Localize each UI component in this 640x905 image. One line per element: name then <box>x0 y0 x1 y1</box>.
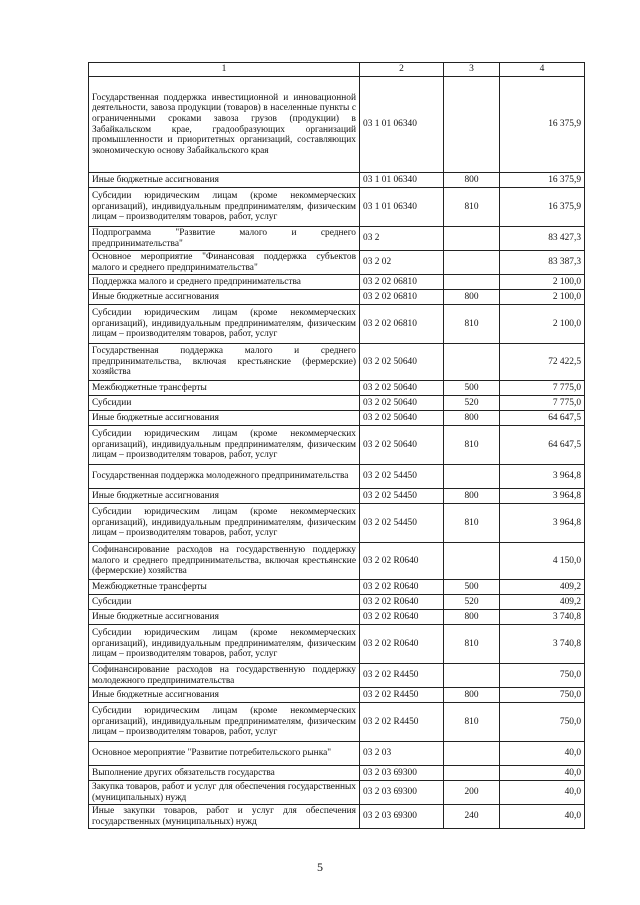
row-expense-type: 810 <box>444 703 500 742</box>
row-name: Иные бюджетные ассигнования <box>89 173 360 188</box>
header-col-4: 4 <box>500 63 585 77</box>
row-expense-type: 810 <box>444 426 500 465</box>
row-amount: 7 775,0 <box>500 381 585 396</box>
row-name: Иные бюджетные ассигнования <box>89 411 360 426</box>
row-expense-type <box>444 664 500 688</box>
row-expense-type: 810 <box>444 504 500 543</box>
row-name: Субсидии юридическим лицам (кроме некоммерческих организаций), индивидуальным предпринимателям, физическим лицам – производителям товаров, работ, услуг <box>89 504 360 543</box>
table-row <box>89 688 585 703</box>
row-amount: 409,2 <box>500 595 585 610</box>
row-name: Субсидии <box>89 595 360 610</box>
row-name: Субсидии <box>89 396 360 411</box>
row-expense-type: 810 <box>444 305 500 344</box>
row-expense-type <box>444 465 500 489</box>
row-amount: 72 422,5 <box>500 344 585 381</box>
row-expense-type: 800 <box>444 688 500 703</box>
row-amount: 3 964,8 <box>500 489 585 504</box>
table-row <box>89 766 585 781</box>
table-row <box>89 344 585 381</box>
row-name: Иные закупки товаров, работ и услуг для обеспечения государственных (муниципальных) нужд <box>89 805 360 829</box>
row-code: 03 2 02 06810 <box>360 290 444 305</box>
row-code: 03 2 02 R0640 <box>360 543 444 580</box>
row-expense-type: 800 <box>444 173 500 188</box>
table-header-row <box>89 63 585 77</box>
table-row <box>89 595 585 610</box>
row-amount: 3 964,8 <box>500 504 585 543</box>
row-code: 03 2 02 50640 <box>360 381 444 396</box>
row-expense-type: 810 <box>444 188 500 227</box>
row-code: 03 2 02 R4450 <box>360 664 444 688</box>
row-code: 03 1 01 06340 <box>360 77 444 173</box>
row-amount: 40,0 <box>500 805 585 829</box>
row-code: 03 2 02 R0640 <box>360 610 444 625</box>
row-code: 03 2 02 54450 <box>360 489 444 504</box>
table-row <box>89 664 585 688</box>
row-amount: 40,0 <box>500 781 585 805</box>
row-name: Иные бюджетные ассигнования <box>89 610 360 625</box>
table-row <box>89 305 585 344</box>
row-amount: 83 427,3 <box>500 227 585 251</box>
row-code: 03 2 03 69300 <box>360 805 444 829</box>
table-row <box>89 426 585 465</box>
table-row <box>89 580 585 595</box>
row-expense-type <box>444 344 500 381</box>
budget-table-body <box>89 63 585 829</box>
table-row <box>89 275 585 290</box>
row-amount: 16 375,9 <box>500 173 585 188</box>
row-expense-type: 520 <box>444 595 500 610</box>
budget-table <box>88 62 585 829</box>
row-code: 03 1 01 06340 <box>360 173 444 188</box>
row-name: Основное мероприятие "Финансовая поддержка субъектов малого и среднего предпринимательства" <box>89 251 360 275</box>
row-code: 03 2 02 R4450 <box>360 703 444 742</box>
row-amount: 7 775,0 <box>500 396 585 411</box>
table-row <box>89 251 585 275</box>
row-code: 03 2 03 69300 <box>360 781 444 805</box>
row-expense-type <box>444 251 500 275</box>
table-row <box>89 703 585 742</box>
table-row <box>89 188 585 227</box>
row-name: Государственная поддержка инвестиционной и инновационной деятельности, завоза продукции (товаров) в населенные пункты с ограниченными сроками завоза грузов (продукции) в Забайкальском крае, градообразующих организаций промышленности и приоритетных организаций, составляющих экономическую основу Забайкальского края <box>89 77 360 173</box>
row-code: 03 2 02 R4450 <box>360 688 444 703</box>
row-code: 03 2 02 R0640 <box>360 580 444 595</box>
row-code: 03 2 02 54450 <box>360 504 444 543</box>
row-expense-type <box>444 227 500 251</box>
row-amount: 3 740,8 <box>500 610 585 625</box>
row-expense-type: 500 <box>444 580 500 595</box>
row-expense-type <box>444 766 500 781</box>
row-name: Поддержка малого и среднего предпринимательства <box>89 275 360 290</box>
row-amount: 409,2 <box>500 580 585 595</box>
table-row <box>89 504 585 543</box>
row-amount: 2 100,0 <box>500 305 585 344</box>
table-row <box>89 781 585 805</box>
table-row <box>89 489 585 504</box>
table-row <box>89 411 585 426</box>
row-name: Субсидии юридическим лицам (кроме некоммерческих организаций), индивидуальным предпринимателям, физическим лицам – производителям товаров, работ, услуг <box>89 703 360 742</box>
row-code: 03 2 02 50640 <box>360 426 444 465</box>
row-amount: 2 100,0 <box>500 290 585 305</box>
row-amount: 750,0 <box>500 703 585 742</box>
row-expense-type: 800 <box>444 411 500 426</box>
row-expense-type: 240 <box>444 805 500 829</box>
row-code: 03 2 02 R0640 <box>360 595 444 610</box>
row-expense-type <box>444 742 500 766</box>
page-number: 5 <box>317 860 323 874</box>
table-row <box>89 396 585 411</box>
row-expense-type <box>444 275 500 290</box>
row-expense-type: 520 <box>444 396 500 411</box>
row-code: 03 2 02 06810 <box>360 275 444 290</box>
table-row <box>89 742 585 766</box>
row-name: Подпрограмма "Развитие малого и среднего предпринимательства" <box>89 227 360 251</box>
row-name: Закупка товаров, работ и услуг для обеспечения государственных (муниципальных) нужд <box>89 781 360 805</box>
row-amount: 750,0 <box>500 688 585 703</box>
table-row <box>89 805 585 829</box>
row-name: Субсидии юридическим лицам (кроме некоммерческих организаций), индивидуальным предпринимателям, физическим лицам – производителям товаров, работ, услуг <box>89 305 360 344</box>
row-code: 03 2 03 69300 <box>360 766 444 781</box>
row-amount: 16 375,9 <box>500 188 585 227</box>
row-name: Софинансирование расходов на государственную поддержку молодежного предпринимательства <box>89 664 360 688</box>
row-amount: 3 964,8 <box>500 465 585 489</box>
row-amount: 83 387,3 <box>500 251 585 275</box>
row-amount: 64 647,5 <box>500 411 585 426</box>
row-code: 03 2 02 06810 <box>360 305 444 344</box>
row-code: 03 2 <box>360 227 444 251</box>
row-amount: 750,0 <box>500 664 585 688</box>
row-code: 03 2 02 <box>360 251 444 275</box>
row-name: Иные бюджетные ассигнования <box>89 489 360 504</box>
row-code: 03 2 02 50640 <box>360 396 444 411</box>
row-amount: 40,0 <box>500 742 585 766</box>
table-row <box>89 227 585 251</box>
row-expense-type <box>444 543 500 580</box>
row-code: 03 1 01 06340 <box>360 188 444 227</box>
row-code: 03 2 02 54450 <box>360 465 444 489</box>
row-name: Субсидии юридическим лицам (кроме некоммерческих организаций), индивидуальным предпринимателям, физическим лицам – производителям товаров, работ, услуг <box>89 188 360 227</box>
row-expense-type: 800 <box>444 290 500 305</box>
row-expense-type: 800 <box>444 610 500 625</box>
row-amount: 2 100,0 <box>500 275 585 290</box>
row-name: Государственная поддержка молодежного предпринимательства <box>89 465 360 489</box>
row-expense-type: 200 <box>444 781 500 805</box>
row-code: 03 2 02 R0640 <box>360 625 444 664</box>
header-col-3: 3 <box>444 63 500 77</box>
row-code: 03 2 02 50640 <box>360 411 444 426</box>
header-col-1: 1 <box>89 63 360 77</box>
row-name: Субсидии юридическим лицам (кроме некоммерческих организаций), индивидуальным предпринимателям, физическим лицам – производителям товаров, работ, услуг <box>89 625 360 664</box>
table-row <box>89 173 585 188</box>
row-name: Межбюджетные трансферты <box>89 580 360 595</box>
table-row <box>89 543 585 580</box>
table-row <box>89 465 585 489</box>
row-name: Государственная поддержка малого и среднего предпринимательства, включая крестьянские (фермерские) хозяйства <box>89 344 360 381</box>
row-amount: 40,0 <box>500 766 585 781</box>
row-name: Софинансирование расходов на государственную поддержку малого и среднего предпринимательства, включая крестьянские (фермерские) хозяйства <box>89 543 360 580</box>
row-expense-type: 500 <box>444 381 500 396</box>
header-col-2: 2 <box>360 63 444 77</box>
row-expense-type <box>444 77 500 173</box>
row-amount: 4 150,0 <box>500 543 585 580</box>
table-row <box>89 610 585 625</box>
row-name: Субсидии юридическим лицам (кроме некоммерческих организаций), индивидуальным предпринимателям, физическим лицам – производителям товаров, работ, услуг <box>89 426 360 465</box>
row-name: Выполнение других обязательств государства <box>89 766 360 781</box>
row-name: Межбюджетные трансферты <box>89 381 360 396</box>
row-name: Основное мероприятие "Развитие потребительского рынка" <box>89 742 360 766</box>
row-name: Иные бюджетные ассигнования <box>89 290 360 305</box>
table-row <box>89 77 585 173</box>
row-amount: 64 647,5 <box>500 426 585 465</box>
row-expense-type: 800 <box>444 489 500 504</box>
row-amount: 3 740,8 <box>500 625 585 664</box>
row-expense-type: 810 <box>444 625 500 664</box>
row-amount: 16 375,9 <box>500 77 585 173</box>
table-row <box>89 381 585 396</box>
table-row <box>89 625 585 664</box>
row-name: Иные бюджетные ассигнования <box>89 688 360 703</box>
table-row <box>89 290 585 305</box>
row-code: 03 2 02 50640 <box>360 344 444 381</box>
row-code: 03 2 03 <box>360 742 444 766</box>
